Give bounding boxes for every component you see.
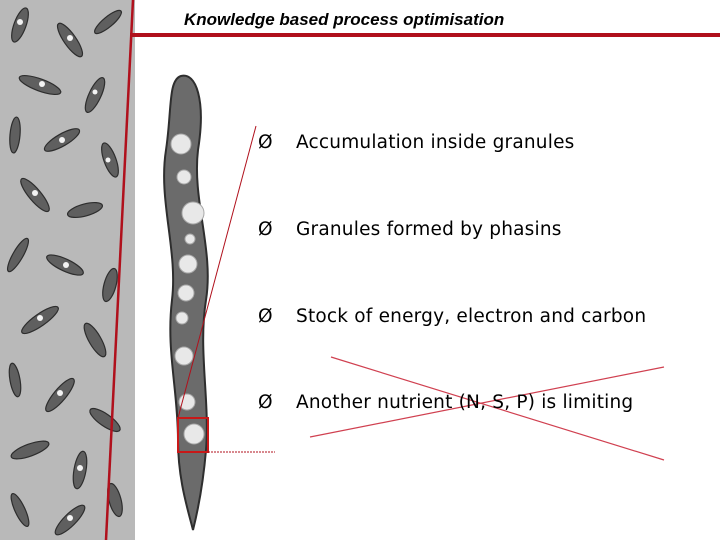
bullet-text: Stock of energy, electron and carbon [296, 306, 647, 327]
bullet-arrow-icon: Ø [258, 392, 273, 413]
bullet-arrow-icon: Ø [258, 306, 273, 327]
bullet-arrow-icon: Ø [258, 132, 273, 153]
bullet-text: Granules formed by phasins [296, 219, 562, 240]
slide-title: Knowledge based process optimisation [184, 10, 505, 29]
bullet-item-crossed [258, 392, 633, 413]
bullet-item [258, 132, 574, 153]
bullet-arrow-icon: Ø [258, 219, 273, 240]
bullet-item [258, 219, 562, 240]
bullet-text: Another nutrient (N, S, P) is limiting [296, 392, 634, 413]
bullet-item [258, 306, 646, 327]
bullet-text: Accumulation inside granules [296, 132, 575, 153]
